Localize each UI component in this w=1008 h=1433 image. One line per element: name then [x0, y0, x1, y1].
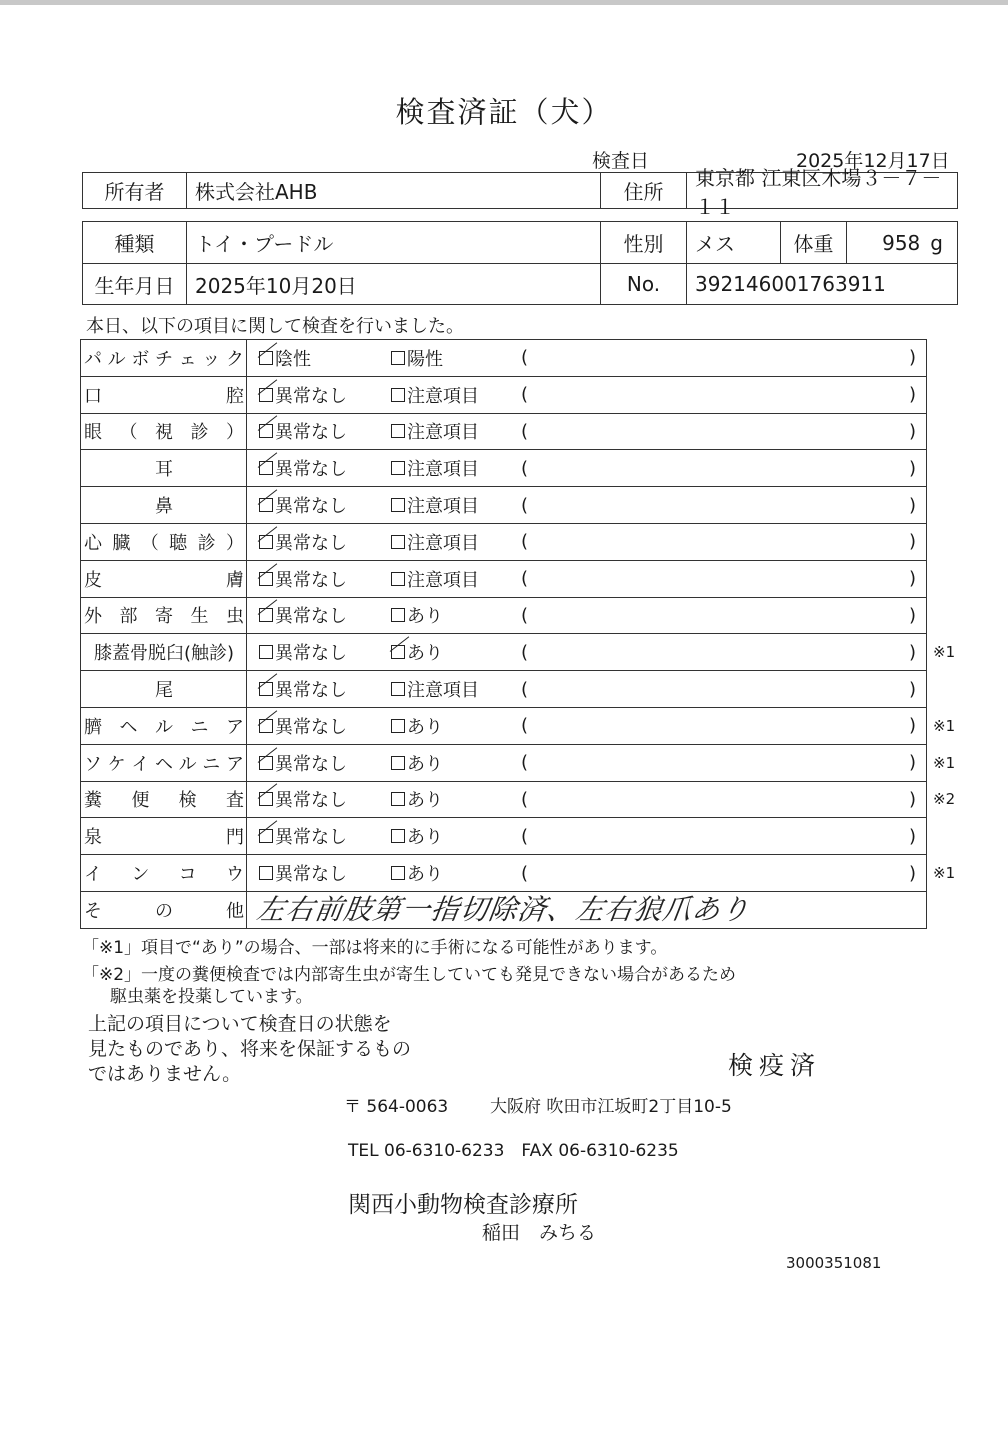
paren-open: (	[521, 862, 529, 884]
checkbox[interactable]	[259, 572, 273, 586]
inspection-row	[81, 634, 956, 671]
option-1	[259, 855, 347, 891]
inspection-date-value: 2025年12月17日	[796, 150, 950, 172]
checkbox[interactable]	[259, 424, 273, 438]
note-mark: ※2	[933, 790, 956, 809]
clinic-name: 関西小動物検査診療所	[348, 1192, 578, 1218]
vet-name: 稲田 みちる	[482, 1222, 597, 1244]
paren-open: (	[521, 641, 529, 663]
paren-close: )	[909, 678, 917, 700]
inspection-row	[81, 487, 926, 524]
inspection-row	[81, 745, 956, 782]
option-1	[259, 524, 347, 560]
paren-close: )	[909, 825, 917, 847]
checkbox[interactable]	[391, 424, 405, 438]
owner-label: 所有者	[83, 173, 187, 208]
paren-close: )	[909, 384, 917, 406]
option-label: 異常なし	[275, 716, 347, 738]
item-label-char: ン	[131, 864, 150, 886]
item-label-char: ェ	[178, 348, 197, 370]
item-label	[81, 598, 247, 634]
paren-close: )	[909, 752, 917, 774]
item-label	[81, 340, 247, 376]
weight-value-cell	[847, 222, 957, 263]
checkbox[interactable]	[259, 682, 273, 696]
item-label	[81, 450, 247, 486]
option-label: 異常なし	[275, 827, 347, 849]
breed-label: 種類	[83, 222, 187, 263]
item-label	[81, 377, 247, 413]
inspection-row	[81, 855, 956, 892]
checkbox[interactable]	[391, 682, 405, 696]
paren-close: )	[909, 347, 917, 369]
option-1	[259, 671, 347, 707]
inspection-row-other	[81, 892, 926, 928]
item-label	[81, 671, 247, 707]
paren-open: (	[521, 788, 529, 810]
item-label	[81, 561, 247, 597]
checkbox[interactable]	[259, 461, 273, 475]
item-label-char: 寄	[155, 606, 173, 628]
paren-close: )	[909, 568, 917, 590]
disclaimer	[88, 1012, 411, 1087]
item-label	[81, 745, 247, 781]
paren-open: (	[521, 457, 529, 479]
option-2	[391, 855, 443, 891]
item-label-char: ウ	[225, 864, 244, 886]
option-label: あり	[407, 753, 443, 775]
owner-table	[82, 165, 958, 219]
inspection-row	[81, 340, 926, 377]
item-label-char: 臓	[112, 532, 131, 554]
item-label-char: 門	[226, 827, 244, 849]
intro-text: 本日、以下の項目に関して検査を行いました。	[86, 316, 464, 337]
option-label: 注意項目	[407, 569, 479, 591]
item-label-char: 心	[84, 532, 102, 554]
item-label-char: 腔	[226, 385, 244, 407]
item-label-char: ボ	[131, 348, 150, 370]
paren-open: (	[521, 825, 529, 847]
item-label-char: 部	[119, 606, 138, 628]
item-label-char: 眼	[84, 422, 102, 444]
option-2	[391, 671, 479, 707]
item-label-char: 糞	[84, 790, 102, 812]
checkbox[interactable]	[259, 829, 273, 843]
sex-value: メス	[687, 222, 781, 263]
option-2	[391, 782, 443, 818]
item-label-char: ッ	[202, 348, 221, 370]
option-label: あり	[407, 606, 443, 628]
checkbox[interactable]	[391, 756, 405, 770]
item-label-char: そ	[84, 900, 102, 922]
inspection-row	[81, 414, 926, 451]
option-label: あり	[407, 790, 443, 812]
option-label: 異常なし	[275, 422, 347, 444]
inspection-row	[81, 598, 926, 635]
number-label: No.	[601, 264, 687, 304]
option-1	[259, 708, 347, 744]
item-label-char: （	[140, 532, 159, 554]
checkbox[interactable]	[259, 756, 273, 770]
paren-close: )	[909, 604, 917, 626]
paren-open: (	[521, 678, 529, 700]
option-1	[259, 450, 347, 486]
inspection-row	[81, 782, 956, 819]
option-1	[259, 598, 347, 634]
paren-open: (	[521, 604, 529, 626]
option-label: 異常なし	[275, 864, 347, 886]
inspection-table	[80, 339, 956, 929]
paren-close: )	[909, 420, 917, 442]
checkbox[interactable]	[259, 388, 273, 402]
option-1	[259, 377, 347, 413]
option-1	[259, 487, 347, 523]
option-1	[259, 414, 347, 450]
item-label-char: 聴	[169, 532, 188, 554]
paren-open: (	[521, 384, 529, 406]
note-mark: ※1	[933, 643, 956, 662]
disclaimer-line: 見たものであり、将来を保証するもの	[88, 1038, 412, 1060]
item-label-char: コ	[178, 864, 197, 886]
item-label	[81, 708, 247, 744]
option-label: あり	[407, 827, 443, 849]
document-title: 検査済証（犬）	[395, 95, 613, 129]
option-label: 異常なし	[275, 680, 347, 702]
option-label: 注意項目	[407, 422, 479, 444]
item-label-char: 虫	[226, 606, 244, 628]
item-label	[81, 414, 247, 450]
option-2	[391, 450, 479, 486]
owner-value: 株式会社AHB	[187, 173, 601, 208]
weight-label: 体重	[781, 222, 847, 263]
option-label: 異常なし	[275, 385, 347, 407]
checkbox[interactable]	[259, 645, 273, 659]
option-2	[391, 340, 443, 376]
option-1	[259, 782, 347, 818]
item-label-char: 外	[84, 606, 102, 628]
item-label-char: イ	[131, 753, 150, 775]
checkbox[interactable]	[259, 535, 273, 549]
option-2	[391, 414, 479, 450]
item-label-char: 尾	[155, 680, 173, 702]
item-label-char: 検	[178, 790, 197, 812]
item-label-char: 泉	[84, 827, 102, 849]
item-label-char: 皮	[84, 569, 102, 591]
item-label-char: パ	[84, 348, 102, 370]
item-label-char: ク	[225, 348, 244, 370]
item-label-char: 耳	[155, 459, 173, 481]
tel-fax: TEL 06-6310-6233 FAX 06-6310-6235	[348, 1141, 679, 1161]
document-code: 3000351081	[786, 1254, 882, 1272]
item-label-char: ア	[225, 753, 244, 775]
option-label: あり	[407, 716, 443, 738]
checkbox[interactable]	[259, 498, 273, 512]
paren-close: )	[909, 531, 917, 553]
option-2	[391, 818, 443, 854]
inspection-row	[81, 561, 926, 598]
item-label-char: 他	[226, 900, 244, 922]
checkbox[interactable]	[391, 866, 405, 880]
option-label: 注意項目	[407, 496, 479, 518]
option-2	[391, 487, 479, 523]
item-label	[81, 524, 247, 560]
checkbox[interactable]	[259, 351, 273, 365]
paren-close: )	[909, 457, 917, 479]
item-label-char: 診	[197, 532, 216, 554]
option-label: 異常なし	[275, 606, 347, 628]
option-label: 異常なし	[275, 496, 347, 518]
option-2	[391, 634, 443, 670]
note-mark: ※1	[933, 864, 956, 883]
paren-open: (	[521, 752, 529, 774]
checkbox[interactable]	[259, 866, 273, 880]
option-label: 注意項目	[407, 532, 479, 554]
number-value: 392146001763911	[695, 272, 886, 296]
option-2	[391, 561, 479, 597]
address-label: 住所	[601, 173, 687, 208]
item-label-char: 便	[131, 790, 150, 812]
item-label-char: 視	[155, 422, 173, 444]
item-label-char: 口	[84, 385, 102, 407]
option-2	[391, 524, 479, 560]
item-label	[81, 818, 247, 854]
inspection-date-label: 検査日	[592, 150, 650, 172]
item-label-char: ソ	[84, 753, 102, 775]
option-2	[391, 598, 443, 634]
option-1	[259, 561, 347, 597]
item-label	[81, 487, 247, 523]
clinic-address: 大阪府 吹田市江坂町2丁目10-5	[490, 1097, 732, 1117]
item-label-char: 膚	[226, 569, 244, 591]
option-label: あり	[407, 643, 443, 665]
checkbox[interactable]	[391, 719, 405, 733]
note-mark: ※1	[933, 716, 956, 735]
item-label-char: チ	[154, 348, 173, 370]
checkbox[interactable]	[391, 572, 405, 586]
item-label-char: ル	[107, 348, 126, 370]
checkbox[interactable]	[391, 351, 405, 365]
item-label-char: 膝蓋骨脱臼(触診)	[93, 643, 235, 665]
checkbox[interactable]	[391, 829, 405, 843]
item-label-char: ア	[226, 716, 244, 738]
inspection-row	[81, 708, 956, 745]
option-label: 異常なし	[275, 569, 347, 591]
paren-close: )	[909, 641, 917, 663]
checkbox[interactable]	[391, 498, 405, 512]
item-label-char: ヘ	[119, 716, 138, 738]
address-value: 東京都 江東区木場３－７－１１	[695, 165, 942, 219]
checkbox[interactable]	[391, 645, 405, 659]
option-label: あり	[407, 864, 443, 886]
option-1	[259, 745, 347, 781]
scan-edge	[0, 0, 1008, 5]
item-label	[81, 855, 247, 891]
checkbox[interactable]	[391, 461, 405, 475]
paren-open: (	[521, 347, 529, 369]
checkbox[interactable]	[259, 719, 273, 733]
item-label-char: ケ	[107, 753, 126, 775]
quarantine-stamp: 検疫済	[728, 1051, 822, 1080]
option-2	[391, 377, 479, 413]
inspection-row	[81, 671, 926, 708]
item-label-char: ）	[226, 422, 244, 444]
option-1	[259, 818, 347, 854]
item-label-char: の	[155, 900, 173, 922]
item-label-char: ニ	[202, 753, 221, 775]
inspection-row	[81, 377, 926, 414]
footnote-1: 「※1」項目で“あり”の場合、一部は将来的に手術になる可能性があります。	[82, 938, 668, 958]
item-label-char: （	[119, 422, 138, 444]
option-label: 注意項目	[407, 459, 479, 481]
weight-unit: g	[930, 230, 943, 255]
item-label-char: 診	[190, 422, 209, 444]
option-label: 陰性	[275, 348, 311, 370]
checkbox[interactable]	[391, 792, 405, 806]
item-label-char: ル	[155, 716, 173, 738]
animal-table	[82, 221, 958, 305]
option-1	[259, 634, 347, 670]
footnote-2-line-2: 駆虫薬を投薬しています。	[110, 987, 313, 1007]
checkbox[interactable]	[259, 792, 273, 806]
option-label: 注意項目	[407, 385, 479, 407]
item-label-char: 生	[190, 606, 209, 628]
item-label-char: 臍	[84, 716, 102, 738]
option-label: 異常なし	[275, 643, 347, 665]
option-1	[259, 340, 311, 376]
option-label: 異常なし	[275, 459, 347, 481]
checkbox[interactable]	[259, 608, 273, 622]
option-2	[391, 708, 443, 744]
item-label-char: ）	[225, 532, 244, 554]
option-label: 注意項目	[407, 680, 479, 702]
postal-code: 〒 564-0063	[344, 1097, 449, 1117]
option-label: 異常なし	[275, 753, 347, 775]
paren-open: (	[521, 568, 529, 590]
item-label-char: 鼻	[155, 496, 173, 518]
disclaimer-line: 上記の項目について検査日の状態を	[88, 1013, 392, 1035]
paren-open: (	[521, 420, 529, 442]
paren-close: )	[909, 788, 917, 810]
inspection-row	[81, 818, 926, 855]
option-label: 異常なし	[275, 790, 347, 812]
paren-open: (	[521, 531, 529, 553]
option-2	[391, 745, 443, 781]
inspection-row	[81, 524, 926, 561]
item-label-char: イ	[84, 864, 102, 886]
item-label-char: 査	[225, 790, 244, 812]
paren-close: )	[909, 715, 917, 737]
breed-value: トイ・プードル	[187, 222, 601, 263]
paren-close: )	[909, 494, 917, 516]
item-label	[81, 892, 247, 928]
option-label: 異常なし	[275, 532, 347, 554]
item-label	[81, 634, 247, 670]
item-label	[81, 782, 247, 818]
birthdate-value: 2025年10月20日	[187, 264, 601, 304]
item-label-char: ル	[178, 753, 197, 775]
weight-value: 958	[882, 230, 921, 255]
option-label: 陽性	[407, 348, 443, 370]
birthdate-label: 生年月日	[83, 264, 187, 304]
footnote-2-line-1: 「※2」一度の糞便検査では内部寄生虫が寄生していても発見できない場合があるため	[82, 965, 737, 985]
paren-open: (	[521, 715, 529, 737]
note-mark: ※1	[933, 753, 956, 772]
sex-label: 性別	[601, 222, 687, 263]
checkbox[interactable]	[391, 535, 405, 549]
inspection-row	[81, 450, 926, 487]
disclaimer-line: ではありません。	[88, 1063, 242, 1085]
paren-close: )	[909, 862, 917, 884]
paren-open: (	[521, 494, 529, 516]
handwritten-note: 左右前肢第一指切除済、左右狼爪あり	[254, 892, 753, 926]
item-label-char: ヘ	[154, 753, 173, 775]
checkbox[interactable]	[391, 608, 405, 622]
item-label-char: ニ	[190, 716, 209, 738]
checkbox[interactable]	[391, 388, 405, 402]
